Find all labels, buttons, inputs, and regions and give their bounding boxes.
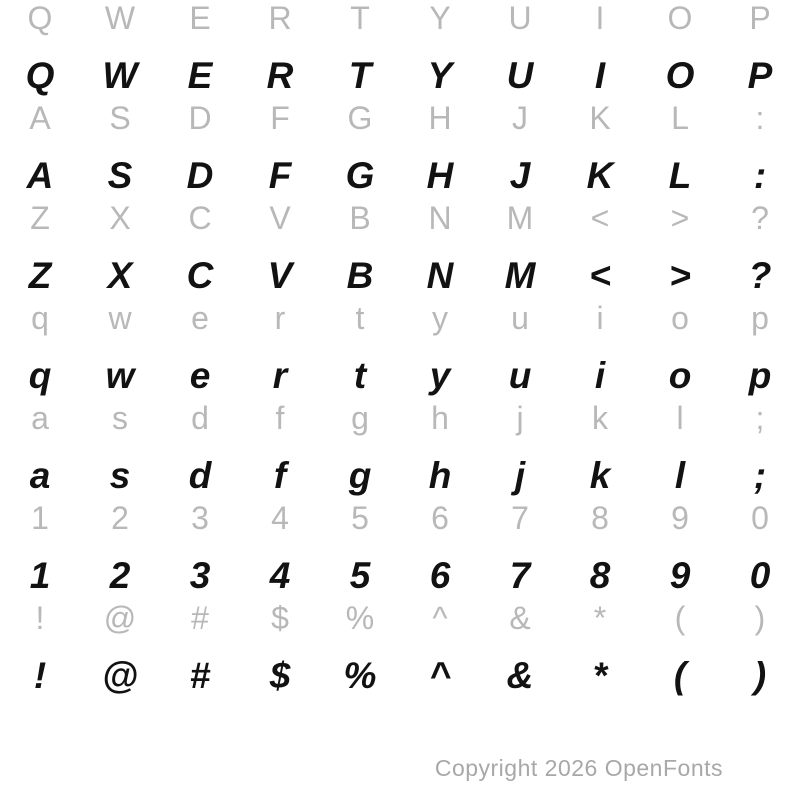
- char-cell-sample: K: [586, 154, 614, 196]
- char-cell-sample: ^: [429, 654, 451, 696]
- char-cell-sample: &: [506, 654, 534, 696]
- char-cell-sample: Q: [25, 54, 55, 96]
- home-upper-row-guide: [0, 100, 800, 136]
- char-cell-guide: #: [191, 600, 209, 636]
- char-cell-guide: i: [596, 300, 604, 336]
- char-cell-sample: a: [29, 454, 51, 496]
- char-cell-guide: e: [191, 300, 209, 336]
- char-cell-sample: J: [509, 154, 531, 196]
- char-cell-guide: h: [431, 400, 449, 436]
- char-cell-guide: ): [754, 600, 766, 636]
- char-cell-guide: Y: [429, 0, 451, 36]
- char-cell-sample: 8: [589, 554, 611, 596]
- char-cell-guide: (: [674, 600, 686, 636]
- char-cell-sample: o: [668, 354, 692, 396]
- home-lower-row-sample: [0, 450, 800, 500]
- char-cell-guide: X: [109, 200, 131, 236]
- char-cell-guide: B: [349, 200, 371, 236]
- char-cell-guide: L: [671, 100, 689, 136]
- char-cell-sample: l: [674, 454, 686, 496]
- char-cell-sample: X: [107, 254, 133, 296]
- char-cell-guide: g: [351, 400, 369, 436]
- char-cell-guide: G: [347, 100, 373, 136]
- char-cell-sample: V: [267, 254, 293, 296]
- char-cell-sample: h: [428, 454, 452, 496]
- home-lower-row-guide: [0, 400, 800, 436]
- qwerty-upper-row-sample: [0, 50, 800, 100]
- char-cell-sample: >: [669, 254, 691, 296]
- char-cell-guide: $: [271, 600, 289, 636]
- char-cell-sample: s: [109, 454, 131, 496]
- char-cell-sample: i: [594, 354, 606, 396]
- char-cell-guide: ^: [432, 600, 448, 636]
- char-cell-guide: E: [189, 0, 211, 36]
- char-cell-guide: &: [509, 600, 531, 636]
- char-cell-sample: ;: [753, 454, 767, 496]
- char-cell-guide: >: [670, 200, 690, 236]
- char-cell-guide: D: [188, 100, 212, 136]
- char-cell-sample: 5: [349, 554, 371, 596]
- char-cell-sample: Y: [427, 54, 453, 96]
- char-cell-guide: f: [275, 400, 285, 436]
- number-row-sample: [0, 550, 800, 600]
- char-cell-sample: g: [348, 454, 372, 496]
- char-cell-sample: M: [504, 254, 536, 296]
- char-cell-guide: *: [593, 600, 607, 636]
- char-cell-guide: C: [188, 200, 212, 236]
- char-cell-guide: P: [749, 0, 771, 36]
- char-cell-guide: ;: [755, 400, 765, 436]
- bottom-upper-row-guide: [0, 200, 800, 236]
- char-cell-guide: N: [428, 200, 452, 236]
- char-cell-guide: t: [355, 300, 365, 336]
- char-cell-guide: @: [103, 600, 137, 636]
- char-cell-sample: f: [273, 454, 287, 496]
- char-cell-sample: 6: [429, 554, 451, 596]
- char-cell-sample: !: [33, 654, 47, 696]
- char-cell-sample: I: [594, 54, 606, 96]
- char-cell-sample: y: [429, 354, 451, 396]
- char-cell-sample: r: [272, 354, 288, 396]
- char-cell-guide: p: [751, 300, 769, 336]
- char-cell-guide: S: [109, 100, 131, 136]
- bottom-upper-row-sample: [0, 250, 800, 300]
- char-cell-sample: #: [189, 654, 211, 696]
- char-cell-sample: ?: [748, 254, 772, 296]
- char-cell-guide: 3: [191, 500, 209, 536]
- char-cell-guide: ?: [751, 200, 769, 236]
- copyright-notice: Copyright 2026 OpenFonts: [434, 755, 723, 781]
- char-cell-guide: T: [350, 0, 370, 36]
- char-cell-sample: k: [589, 454, 611, 496]
- char-cell-guide: 4: [271, 500, 289, 536]
- char-cell-sample: A: [26, 154, 54, 196]
- char-cell-guide: 0: [751, 500, 769, 536]
- char-cell-guide: :: [755, 100, 765, 136]
- char-cell-guide: 7: [511, 500, 529, 536]
- char-cell-sample: 0: [749, 554, 771, 596]
- char-cell-guide: u: [511, 300, 529, 336]
- char-cell-sample: *: [592, 654, 608, 696]
- char-cell-guide: o: [671, 300, 689, 336]
- char-cell-guide: O: [667, 0, 693, 36]
- qwerty-lower-row-guide: [0, 300, 800, 336]
- char-cell-guide: W: [104, 0, 136, 36]
- char-cell-guide: F: [270, 100, 290, 136]
- char-cell-guide: j: [516, 400, 524, 436]
- char-cell-guide: 5: [351, 500, 369, 536]
- char-cell-guide: q: [31, 300, 49, 336]
- char-cell-sample: :: [753, 154, 767, 196]
- char-cell-sample: 4: [269, 554, 291, 596]
- char-cell-sample: B: [346, 254, 374, 296]
- char-cell-guide: a: [31, 400, 49, 436]
- char-cell-guide: 6: [431, 500, 449, 536]
- char-cell-guide: V: [269, 200, 291, 236]
- home-upper-row-sample: [0, 150, 800, 200]
- char-cell-sample: S: [107, 154, 133, 196]
- char-cell-guide: M: [506, 200, 534, 236]
- char-cell-sample: <: [589, 254, 611, 296]
- char-cell-guide: I: [595, 0, 605, 36]
- char-cell-guide: 9: [671, 500, 689, 536]
- char-cell-sample: t: [353, 354, 367, 396]
- char-cell-sample: D: [186, 154, 214, 196]
- char-cell-guide: %: [345, 600, 375, 636]
- char-cell-guide: !: [35, 600, 45, 636]
- char-cell-guide: r: [274, 300, 286, 336]
- char-cell-sample: F: [268, 154, 292, 196]
- char-cell-guide: K: [589, 100, 611, 136]
- char-cell-guide: H: [428, 100, 452, 136]
- char-cell-guide: U: [508, 0, 532, 36]
- char-cell-sample: d: [188, 454, 212, 496]
- char-cell-guide: R: [268, 0, 292, 36]
- symbol-row-guide: [0, 600, 800, 636]
- symbol-row-sample: [0, 650, 800, 700]
- char-cell-sample: 1: [29, 554, 51, 596]
- qwerty-lower-row-sample: [0, 350, 800, 400]
- char-cell-sample: p: [748, 354, 772, 396]
- char-cell-sample: T: [348, 54, 372, 96]
- char-cell-guide: <: [590, 200, 610, 236]
- char-cell-guide: 2: [111, 500, 129, 536]
- char-cell-sample: Z: [28, 254, 52, 296]
- char-cell-sample: U: [506, 54, 534, 96]
- char-cell-sample: C: [186, 254, 214, 296]
- char-cell-sample: q: [28, 354, 52, 396]
- char-cell-guide: 1: [31, 500, 49, 536]
- char-cell-guide: Q: [27, 0, 53, 36]
- char-cell-guide: Z: [30, 200, 50, 236]
- char-cell-guide: w: [108, 300, 132, 336]
- char-cell-sample: ): [753, 654, 767, 696]
- char-cell-sample: 3: [189, 554, 211, 596]
- char-cell-sample: (: [673, 654, 687, 696]
- char-cell-guide: A: [29, 100, 51, 136]
- char-cell-guide: J: [512, 100, 528, 136]
- char-cell-sample: e: [189, 354, 211, 396]
- qwerty-upper-row-guide: [0, 0, 800, 36]
- char-cell-guide: y: [432, 300, 448, 336]
- char-cell-sample: N: [426, 254, 454, 296]
- char-cell-guide: 8: [591, 500, 609, 536]
- char-cell-sample: 7: [509, 554, 531, 596]
- char-cell-sample: G: [345, 154, 375, 196]
- char-cell-sample: $: [269, 654, 291, 696]
- char-cell-sample: H: [426, 154, 454, 196]
- char-cell-sample: E: [187, 54, 213, 96]
- char-cell-sample: 2: [109, 554, 131, 596]
- char-cell-sample: O: [665, 54, 695, 96]
- char-cell-sample: j: [514, 454, 526, 496]
- char-cell-guide: l: [676, 400, 684, 436]
- char-cell-guide: d: [191, 400, 209, 436]
- char-cell-sample: u: [508, 354, 532, 396]
- char-cell-sample: R: [266, 54, 294, 96]
- char-cell-sample: 9: [669, 554, 691, 596]
- char-cell-sample: W: [102, 54, 138, 96]
- char-cell-guide: s: [112, 400, 128, 436]
- char-cell-sample: L: [668, 154, 692, 196]
- char-cell-sample: %: [343, 654, 377, 696]
- char-cell-sample: P: [747, 54, 773, 96]
- char-cell-sample: w: [105, 354, 135, 396]
- char-cell-sample: @: [101, 654, 139, 696]
- char-cell-guide: k: [592, 400, 608, 436]
- number-row-guide: [0, 500, 800, 536]
